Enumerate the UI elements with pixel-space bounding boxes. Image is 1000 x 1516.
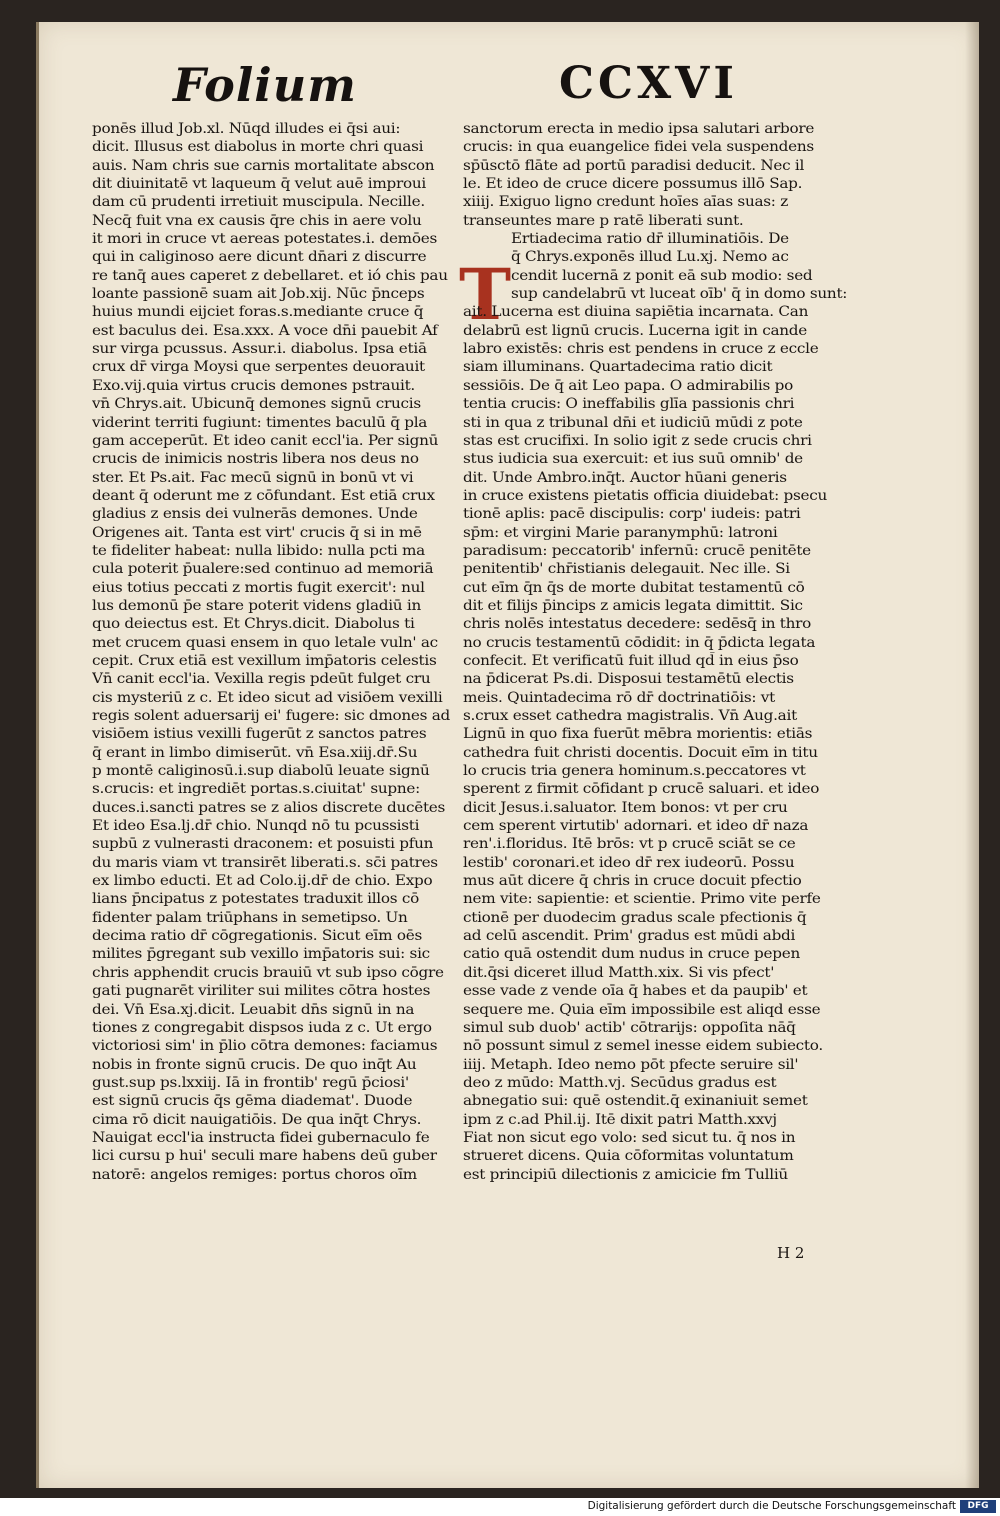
line-text: cepit. Crux etiā est vexillum imp̄atoris celestis <box>92 652 437 669</box>
line-text: it mori in cruce vt aereas potestates.i. demōes <box>92 231 437 248</box>
text-line <box>463 1092 865 1110</box>
line-text: est signū crucis q̄s gēma diademat'. Duode <box>92 1093 413 1110</box>
line-text: tentia crucis: O ineffabilis glīa passionis chri <box>463 396 795 413</box>
line-text: le. Et ideo de cruce dicere possumus illō Sap. <box>463 176 803 193</box>
text-line <box>463 358 865 376</box>
text-line <box>92 744 480 762</box>
text-line <box>463 157 865 175</box>
text-line <box>463 340 865 358</box>
line-text: q̄ erant in limbo dimiserūt. vn̄ Esa.xiij.dr̄.Su <box>92 744 418 761</box>
text-line <box>463 1037 865 1055</box>
line-text: visiōem istius vexilli fugerūt z sanctos patres <box>92 726 427 743</box>
text-line <box>463 835 865 853</box>
text-line <box>463 854 865 872</box>
text-line <box>92 707 480 725</box>
text-line <box>92 267 480 285</box>
text-line <box>92 1092 480 1110</box>
line-text: sup candelabrū vt luceat oīb' q̄ in domo sunt: <box>511 286 848 303</box>
line-text: eius totius peccati z mortis fugit exercit': nul <box>92 579 425 596</box>
line-text: ex limbo educti. Et ad Colo.ij.dr̄ de chio. Expo <box>92 873 433 890</box>
text-line <box>92 303 480 321</box>
line-text: Origenes ait. Tanta est virt' crucis q̄ si in mē <box>92 524 422 541</box>
line-text: paradisum: peccatorib' infernū: crucē penitēte <box>463 542 811 559</box>
line-text: cut eīm q̄n q̄s de morte dubitat testamentū cō <box>463 579 805 596</box>
text-line <box>463 890 865 908</box>
line-text: gati pugnarēt viriliter sui milites cōtra hostes <box>92 983 431 1000</box>
text-line <box>463 230 865 248</box>
line-text: dicit Jesus.i.saluator. Item bonos: vt per cru <box>463 799 788 816</box>
book-page <box>36 22 979 1488</box>
text-line <box>92 193 480 211</box>
line-text: penitentib' chr̄istianis delegauit. Nec ille. Si <box>463 561 790 578</box>
text-line <box>92 487 480 505</box>
line-text: Necq̄ fuit vna ex causis q̄re chis in aere volu <box>92 212 422 229</box>
text-line <box>463 909 865 927</box>
line-text: esse vade z vende oīa q̄ habes et da paupib' et <box>463 983 808 1000</box>
text-line <box>463 652 865 670</box>
text-line <box>463 560 865 578</box>
text-line <box>92 817 480 835</box>
line-text: gam acceperūt. Et ideo canit eccl'ia. Per signū <box>92 432 439 449</box>
text-column-right <box>459 120 865 1184</box>
text-line <box>463 744 865 762</box>
line-text: chris apphendit crucis brauiū vt sub ipso cōgre <box>92 964 444 981</box>
text-line <box>463 1166 865 1184</box>
line-text: tiones z congregabit dispsos iuda z c. Ut ergo <box>92 1019 432 1036</box>
line-text: dit et filijs p̄incips z amicis legata dimittit. Sic <box>463 597 803 614</box>
line-text: du maris viam vt transirēt liberati.s. sc̄i patres <box>92 854 438 871</box>
line-text: dit. Unde Ambro.inq̄t. Auctor hūani generis <box>463 469 787 486</box>
line-text: lus demonū p̄e stare poterit videns gladiū in <box>92 597 422 614</box>
text-line <box>463 1001 865 1019</box>
line-text: sequere me. Quia eīm impossibile est aliqd esse <box>463 1001 821 1018</box>
text-line <box>463 1147 865 1165</box>
text-line <box>92 854 480 872</box>
line-text: est baculus dei. Esa.xxx. A voce dn̄i pauebit Af <box>92 322 438 339</box>
line-text: sanctorum erecta in medio ipsa salutari arbore <box>463 121 815 137</box>
running-head-folium: Folium <box>173 58 357 112</box>
text-line <box>92 1001 480 1019</box>
line-text: gust.sup ps.lxxiij. Iā in frontib' regū p̄ciosi' <box>92 1074 409 1091</box>
line-text: sp̄ūsctō flāte ad portū paradisi deducit. Nec il <box>463 157 805 174</box>
line-text: lestib' coronari.et ideo dr̄ rex iudeorū. Possu <box>463 854 795 871</box>
text-line <box>463 1129 865 1147</box>
text-line <box>463 670 865 688</box>
line-text: cathedra fuit christi docentis. Docuit eīm in titu <box>463 744 818 761</box>
text-line <box>92 469 480 487</box>
text-line <box>463 303 865 321</box>
text-line <box>92 1019 480 1037</box>
line-text: strueret dicens. Quia cōformitas voluntatum <box>463 1148 794 1165</box>
text-line <box>463 1074 865 1092</box>
line-text: te fideliter habeat: nulla libido: nulla pcti ma <box>92 542 425 559</box>
text-line <box>92 175 480 193</box>
text-line <box>92 799 480 817</box>
footer-credit: Digitalisierung gefördert durch die Deutsche Forschungsgemeinschaft <box>587 1500 956 1512</box>
text-line <box>92 1166 480 1184</box>
text-line <box>463 248 865 266</box>
text-line <box>463 762 865 780</box>
text-line <box>92 762 480 780</box>
text-line <box>92 560 480 578</box>
line-text: dit diuinitatē vt laqueum q̄ velut auē improui <box>92 176 426 193</box>
line-text: dei. Vn̄ Esa.xj.dicit. Leuabit dn̄s signū in na <box>92 1001 415 1018</box>
text-line <box>463 505 865 523</box>
line-text: Et ideo Esa.lj.dr̄ chio. Nunqd nō tu pcussisti <box>92 818 420 835</box>
text-line <box>463 982 865 1000</box>
text-line <box>92 634 480 652</box>
line-text: sur virga pcussus. Assur.i. diabolus. Ipsa etiā <box>92 341 427 358</box>
text-line <box>463 689 865 707</box>
text-line <box>92 505 480 523</box>
line-text: deo z mūdo: Matth.vj. Secūdus gradus est <box>463 1074 777 1091</box>
text-line <box>463 322 865 340</box>
text-line <box>92 157 480 175</box>
line-text: iiij. Metaph. Ideo nemo pōt pfecte seruire sil' <box>463 1056 799 1073</box>
text-line <box>92 945 480 963</box>
text-line <box>463 1019 865 1037</box>
line-text: victoriosi sim' in p̄lio cōtra demones: faciamus <box>92 1038 438 1055</box>
line-text: cula poterit p̄ualere:sed continuo ad memoriā <box>92 561 434 578</box>
text-line <box>92 248 480 266</box>
line-text: crucis: in qua euangelice fidei vela suspendens <box>463 139 814 156</box>
line-text: dam cū prudenti irretiuit muscipula. Necille. <box>92 194 425 211</box>
line-text: Nauigat eccl'ia instructa fidei gubernaculo fe <box>92 1129 430 1146</box>
line-text: crucis de inimicis nostris libera nos deus no <box>92 451 419 468</box>
line-text: Fiat non sicut ego volo: sed sicut tu. q̄ nos in <box>463 1129 796 1146</box>
line-text: gladius z ensis dei vulnerās demones. Unde <box>92 506 418 523</box>
line-text: ad celū ascendit. Prim' gradus est mūdi abdi <box>463 928 796 945</box>
text-line <box>92 670 480 688</box>
running-head-folio-number: CCXVI <box>559 58 738 109</box>
text-column-left <box>92 120 480 1184</box>
text-line <box>92 1056 480 1074</box>
text-line <box>92 120 480 138</box>
line-text: sperent z firmit cōfidant p crucē saluari. et ideo <box>463 781 820 798</box>
text-line <box>92 964 480 982</box>
text-line <box>463 872 865 890</box>
text-line <box>463 212 865 230</box>
line-text: chris nolēs intestatus decedere: sedēsq̄ in thro <box>463 616 812 633</box>
line-text: lians p̄ncipatus z potestates traduxit illos cō <box>92 891 420 908</box>
line-text: s.crux esset cathedra magistralis. Vn̄ Aug.ait <box>463 708 797 724</box>
text-line <box>92 414 480 432</box>
text-line <box>92 138 480 156</box>
text-line <box>463 120 865 138</box>
text-line <box>463 780 865 798</box>
line-text: meis. Quintadecima rō dr̄ doctrinatiōis: vt <box>463 689 775 706</box>
text-line <box>463 175 865 193</box>
text-line <box>92 927 480 945</box>
text-line <box>92 890 480 908</box>
line-text: transeuntes mare p ratē liberati sunt. <box>463 212 744 229</box>
text-line <box>92 395 480 413</box>
text-line <box>92 322 480 340</box>
line-text: catio quā ostendit dum nudus in cruce pepen <box>463 946 800 963</box>
text-line <box>92 1074 480 1092</box>
line-text: abnegatio sui: quē ostendit.q̄ exinaniuit semet <box>463 1093 808 1110</box>
text-line <box>92 725 480 743</box>
line-text: vn̄ Chrys.ait. Ubicunq̄ demones signū crucis <box>92 396 421 413</box>
line-text: sessiōis. De q̄ ait Leo papa. O admirabilis po <box>463 377 793 394</box>
text-line <box>92 450 480 468</box>
text-line <box>92 780 480 798</box>
text-line <box>92 579 480 597</box>
line-text: in cruce existens pietatis officia diuidebat: psecu <box>463 487 828 504</box>
text-line <box>463 927 865 945</box>
text-line <box>463 193 865 211</box>
text-line <box>463 377 865 395</box>
text-line <box>463 634 865 652</box>
footer-bar <box>0 1498 1000 1516</box>
line-text: mus aūt dicere q̄ chris in cruce docuit pfectio <box>463 873 802 890</box>
line-text: labro existēs: chris est pendens in cruce z eccle <box>463 341 819 358</box>
line-text: Ertiadecima ratio dr̄ illuminatiōis. De <box>511 231 789 248</box>
text-line <box>92 358 480 376</box>
line-text: no crucis testamentū cōdidit: in q̄ p̄dicta legata <box>463 634 816 651</box>
line-text: cima rō dicit nauigatiōis. De qua inq̄t Chrys. <box>92 1111 422 1128</box>
text-line <box>463 597 865 615</box>
text-line <box>463 945 865 963</box>
line-text: sti in qua z tribunal dn̄i et iudiciū mūdi z pote <box>463 414 803 431</box>
line-text: sp̄m: et virgini Marie paranymphū: latroni <box>463 524 778 541</box>
text-line <box>92 835 480 853</box>
line-text: crux dr̄ virga Moysi que serpentes deuorauit <box>92 359 425 376</box>
text-line <box>92 982 480 1000</box>
line-text: Lignū in quo fixa fuerūt mēbra morientis: etiās <box>463 726 813 743</box>
text-line <box>463 817 865 835</box>
line-text: natorē: angelos remiges: portus choros oīm <box>92 1166 417 1183</box>
text-line <box>92 542 480 560</box>
line-text: cendit lucernā z ponit eā sub modio: sed <box>511 267 813 284</box>
line-text: ait. Lucerna est diuina sapiētia incarnata. Can <box>463 304 809 321</box>
line-text: cem sperent virtutib' adornari. et ideo dr̄ naza <box>463 818 809 835</box>
line-text: ipm z c.ad Phil.ij. Itē dixit patri Matth.xxvj <box>463 1111 777 1128</box>
text-line <box>92 230 480 248</box>
text-line <box>92 377 480 395</box>
text-line <box>463 432 865 450</box>
text-line <box>463 285 865 303</box>
text-line <box>463 395 865 413</box>
line-text: lo crucis tria genera hominum.s.peccatores vt <box>463 763 806 780</box>
text-line <box>92 615 480 633</box>
line-text: est principiū dilectionis z amicicie fm Tulliū <box>463 1166 788 1183</box>
line-text: dicit. Illusus est diabolus in morte chri quasi <box>92 139 424 156</box>
line-text: met crucem quasi ensem in quo letale vuln' ac <box>92 634 438 651</box>
line-text: viderint territi fugiunt: timentes baculū q̄ pla <box>92 414 428 431</box>
line-text: stus iudicia sua exercuit: et ius suū omnib' de <box>463 451 803 468</box>
text-line <box>463 524 865 542</box>
line-text: ponēs illud Job.xl. Nūqd illudes ei q̄si aui: <box>92 121 401 137</box>
line-text: siam illuminans. Quartadecima ratio dicit <box>463 359 773 376</box>
line-text: tionē aplis: pacē discipulis: corp' iudeis: patri <box>463 506 801 523</box>
line-text: duces.i.sancti patres se z alios discrete ducētes <box>92 799 446 816</box>
line-text: regis solent aduersarij ei' fugere: sic dmones ad <box>92 708 451 724</box>
line-text: lici cursu p hui' seculi mare habens deū guber <box>92 1148 437 1165</box>
text-line <box>92 909 480 927</box>
line-text: qui in caliginoso aere dicunt dn̄ari z discurre <box>92 249 427 266</box>
line-text: auis. Nam chris sue carnis mortalitate abscon <box>92 157 435 174</box>
text-line <box>463 450 865 468</box>
text-line <box>463 414 865 432</box>
text-line <box>463 138 865 156</box>
text-line <box>92 597 480 615</box>
text-line <box>463 725 865 743</box>
line-text: Vn̄ canit eccl'ia. Vexilla regis pdeūt fulget cru <box>92 671 431 688</box>
decorated-initial: T <box>459 253 512 336</box>
text-line <box>463 964 865 982</box>
text-line <box>463 707 865 725</box>
line-text: s.crucis: et ingrediēt portas.s.ciuitat' supne: <box>92 781 420 798</box>
line-text: ren'.i.floridus. Itē brōs: vt p crucē sciāt se ce <box>463 836 796 853</box>
line-text: dit.q̄si diceret illud Matth.xix. Si vis pfect' <box>463 964 775 981</box>
line-text: nō possunt simul z semel inesse eidem subiecto. <box>463 1038 823 1055</box>
line-text: ctionē per duodecim gradus scale pfectionis q̄ <box>463 909 807 926</box>
text-line <box>92 689 480 707</box>
text-line <box>463 487 865 505</box>
line-text: xiiij. Exiguo ligno credunt hoīes aīas suas: z <box>463 194 788 211</box>
line-text: delabrū est lignū crucis. Lucerna igit in cande <box>463 322 808 339</box>
line-text: nem vite: sapientie: et scientie. Primo vite perfe <box>463 891 821 908</box>
line-text: decima ratio dr̄ cōgregationis. Sicut eīm oēs <box>92 928 423 945</box>
line-text: q̄ Chrys.exponēs illud Lu.xj. Nemo ac <box>511 249 789 266</box>
line-text: p montē caliginosū.i.sup diabolū leuate signū <box>92 763 430 780</box>
text-line <box>463 1111 865 1129</box>
text-line <box>463 579 865 597</box>
line-text: supbū z vulnerasti draconem: et posuisti pfun <box>92 836 434 853</box>
line-text: re tanq̄ aues caperet z debellaret. et ió chis pau <box>92 267 448 284</box>
text-line <box>92 872 480 890</box>
line-text: cis mysteriū z c. Et ideo sicut ad visiōem vexilli <box>92 689 443 706</box>
text-line <box>92 652 480 670</box>
line-text: na p̄dicerat Ps.di. Disposui testamētū electis <box>463 671 794 688</box>
line-text: loante passionē suam ait Job.xij. Nūc p̄nceps <box>92 286 425 303</box>
line-text: fidenter palam triūphans in semetipso. Un <box>92 909 408 926</box>
line-text: confecit. Et verificatū fuit illud qd̄ in eius p̄so <box>463 652 799 669</box>
text-line <box>92 524 480 542</box>
line-text: quo deiectus est. Et Chrys.dicit. Diabolus ti <box>92 616 415 633</box>
text-line <box>92 1147 480 1165</box>
text-line <box>92 285 480 303</box>
line-text: Exo.vij.quia virtus crucis demones pstrauit. <box>92 377 415 394</box>
line-text: deant q̄ oderunt me z cōfundant. Est etiā crux <box>92 487 435 504</box>
text-line <box>92 432 480 450</box>
line-text: huius mundi eijciet foras.s.mediante cruce q̄ <box>92 304 424 321</box>
line-text: milites p̄gregant sub vexillo imp̄atoris sui: sic <box>92 946 430 963</box>
line-text: stas est crucifixi. In solio igit z sede crucis chri <box>463 432 812 449</box>
line-text: simul sub duob' actib' cōtrarijs: oppoſita nāq̄ <box>463 1019 796 1036</box>
text-line <box>92 1129 480 1147</box>
text-line <box>463 615 865 633</box>
text-line <box>463 267 865 285</box>
text-line <box>92 340 480 358</box>
line-text: nobis in fronte signū crucis. De quo inq̄t Au <box>92 1056 417 1073</box>
text-line <box>92 1037 480 1055</box>
text-line <box>463 542 865 560</box>
signature-mark: H 2 <box>777 1244 805 1262</box>
text-line <box>463 1056 865 1074</box>
text-line <box>463 799 865 817</box>
text-line <box>92 212 480 230</box>
line-text: ster. Et Ps.ait. Fac mecū signū in bonū vt vi <box>92 469 414 486</box>
text-line <box>463 469 865 487</box>
text-line <box>92 1111 480 1129</box>
dfg-logo: DFG <box>960 1500 996 1513</box>
